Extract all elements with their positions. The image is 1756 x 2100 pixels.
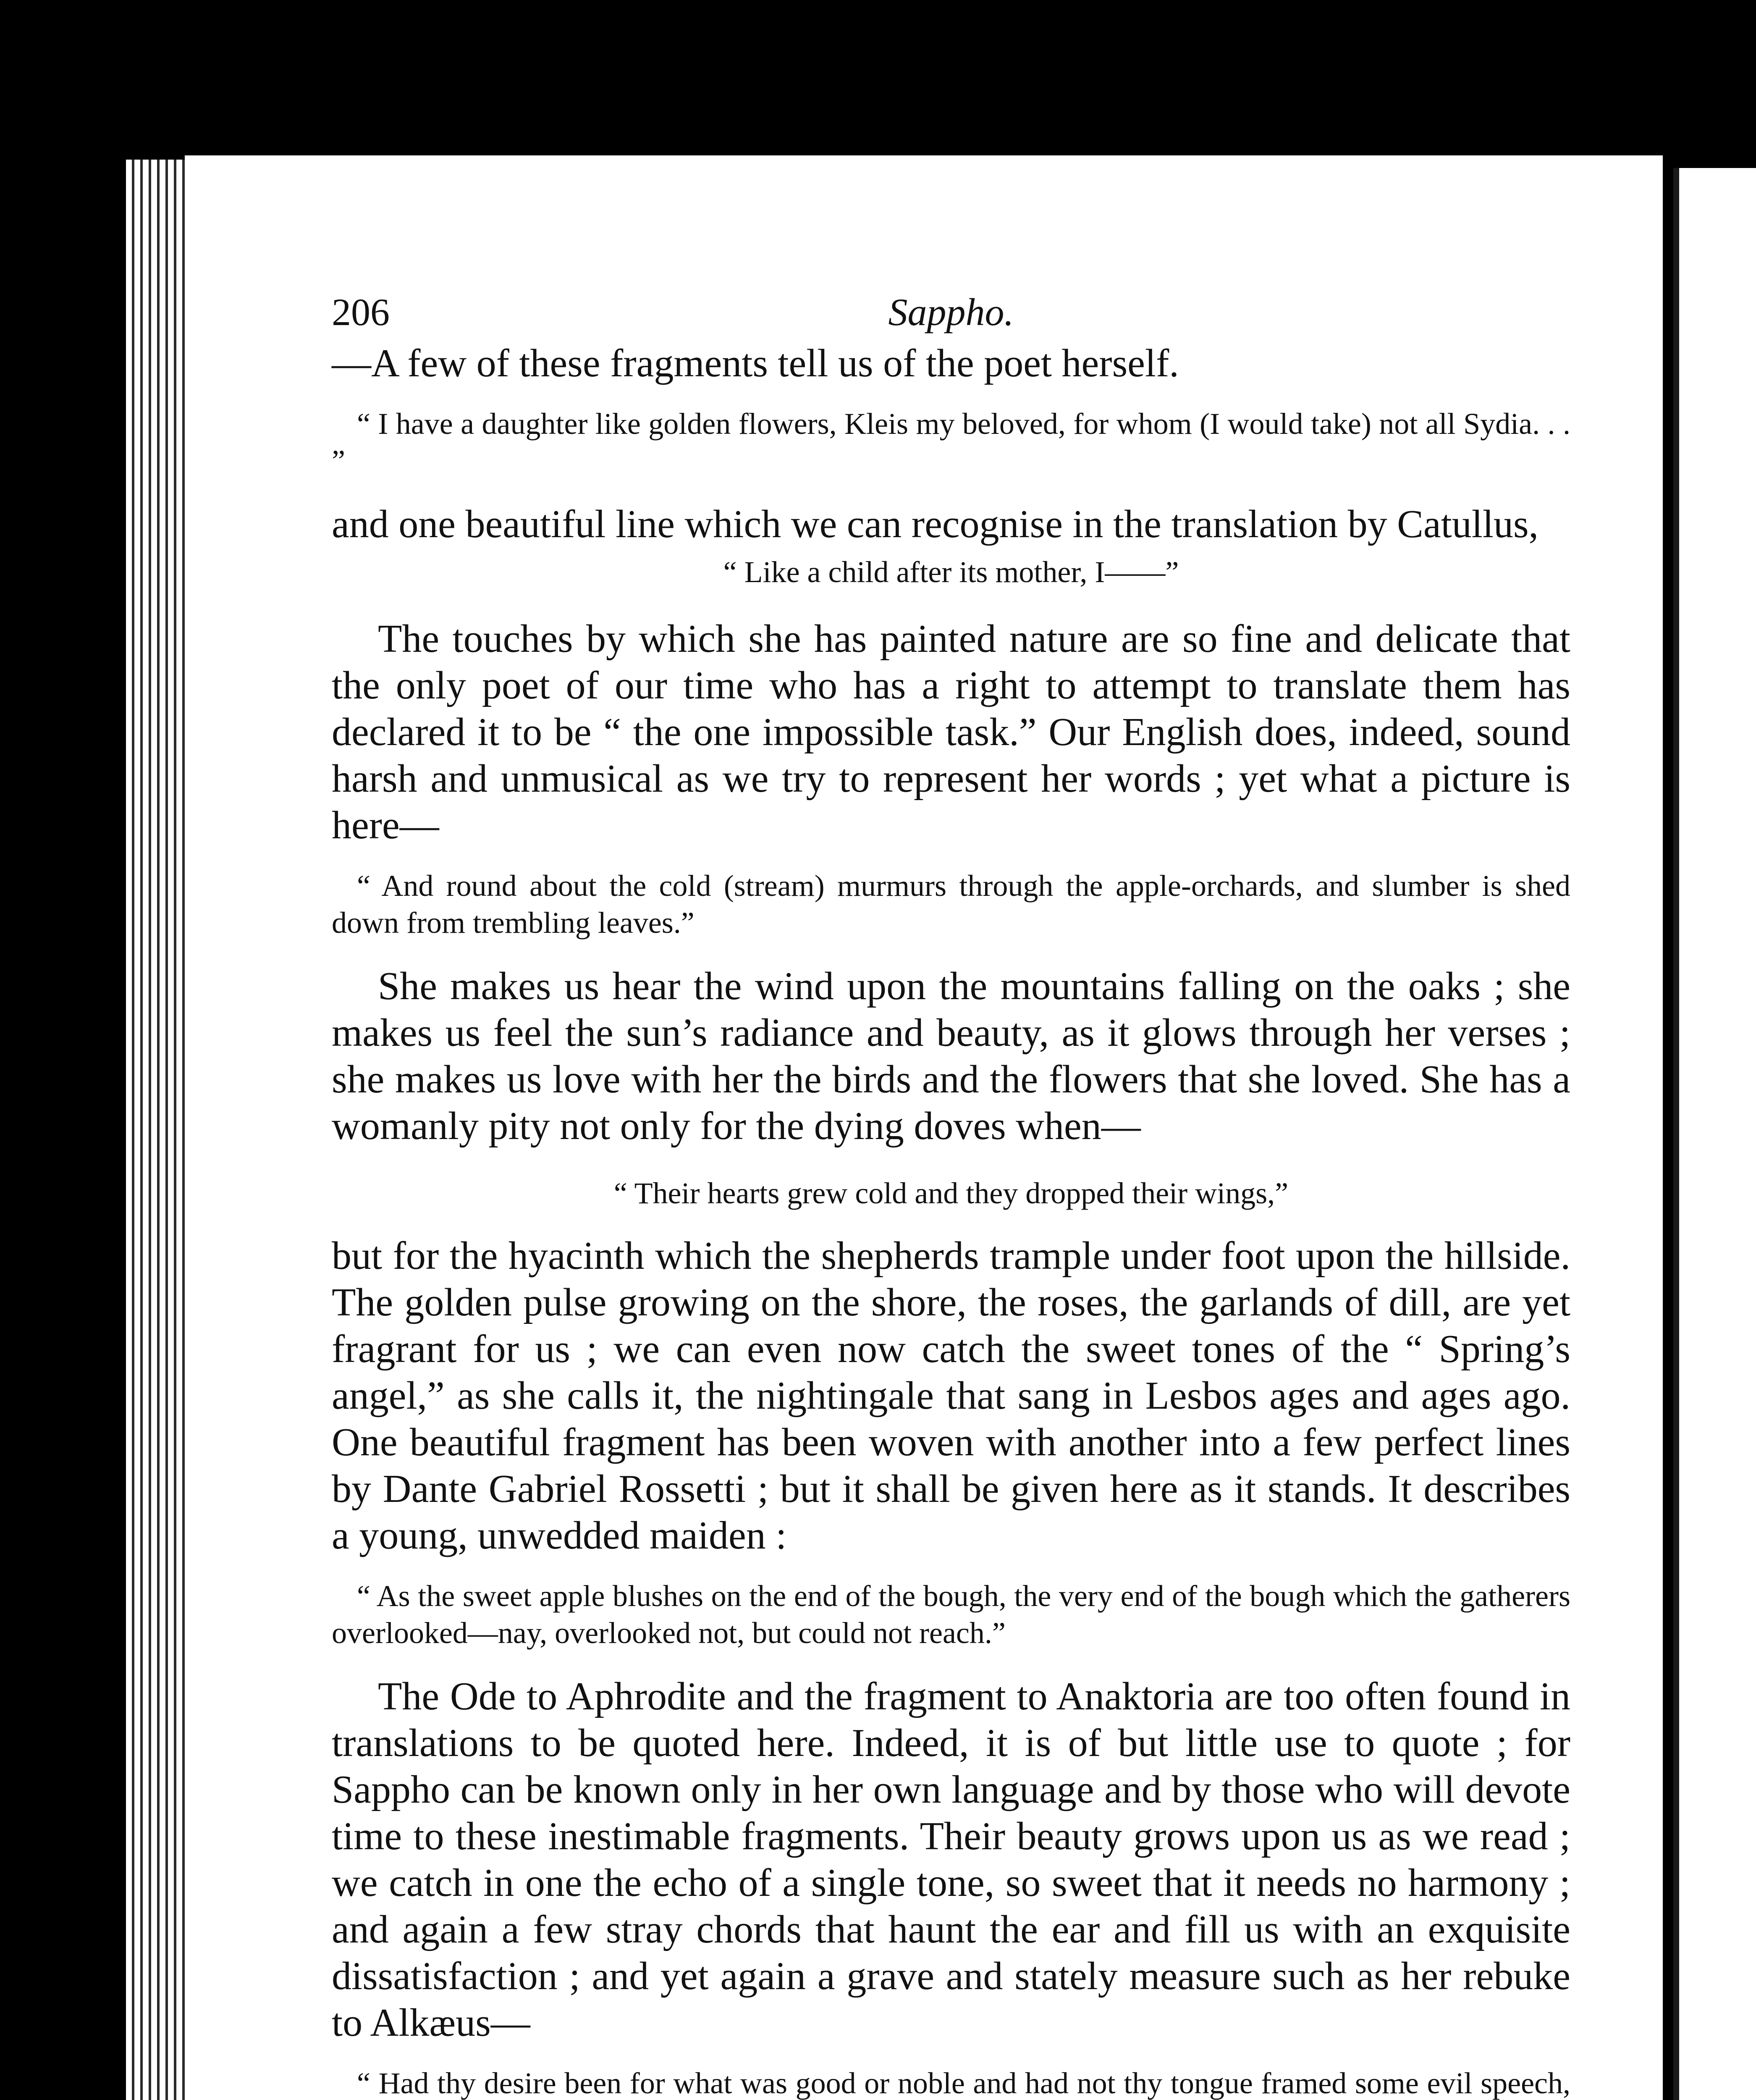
paragraph-4: She makes us hear the wind upon the mountains falling on the oaks ; she makes us feel the sun’s radiance and beauty, as it glows through her verses ; she makes us love with her the birds and the flowers that she loved. She has a womanly pity not only for the dying doves when— (332, 964, 1570, 1148)
page-number: 206 (332, 291, 390, 333)
quote-1: “ I have a daughter like golden flowers, Kleis my beloved, for whom (I would take) not all Sydia. . . ” (332, 407, 1570, 478)
quote-4: “ Their hearts grew cold and they dropped their wings,” (613, 1176, 1289, 1210)
page-header (332, 273, 1570, 340)
page-content (332, 273, 1570, 2100)
quote-6: “ Had thy desire been for what was good or noble and had not thy tongue framed some evil speech, (357, 2066, 1570, 2100)
quote-5: “ As the sweet apple blushes on the end of the bough, the very end of the bough which the gatherers overlooked—nay, overlooked not, but could not reach.” (332, 1579, 1570, 1650)
paragraph-2: and one beautiful line which we can recognise in the translation by Catullus, (332, 502, 1539, 546)
quote-2: “ Like a child after its mother, I——” (723, 555, 1179, 589)
quote-3: “ And round about the cold (stream) murmurs through the apple-orchards, and slumber is shed down from trembling leaves.” (332, 869, 1570, 940)
paragraph-1: —A few of these fragments tell us of the poet herself. (332, 341, 1179, 385)
paragraph-6: The Ode to Aphrodite and the fragment to Anaktoria are too often found in translations to be quoted here. Indeed, it is of but little use to quote ; for Sappho can be known only in her own language and by those who will devote time to these inestimable fragments. Their beauty grows upon us as we read ; we catch in one the echo of a single tone, so sweet that it needs no harmony ; and again a few stray chords that haunt the ear and fill us with an exquisite dissatisfaction ; and yet again a grave and stately measure such as her rebuke to Alkæus— (332, 1675, 1570, 2045)
facing-page-edge (1673, 168, 1756, 2100)
running-title: Sappho. (888, 291, 1014, 333)
page-stack-edges (126, 160, 193, 2100)
paragraph-5: but for the hyacinth which the shepherds trample under foot upon the hillside. The golden pulse growing on the shore, the roses, the garlands of dill, are yet fragrant for us ; we can even now catch the sweet tones of the “ Spring’s angel,” as she calls it, the nightingale that sang in Lesbos ages and ages ago. One beautiful fragment has been woven with another into a few perfect lines by Dante Gabriel Rossetti ; but it shall be given here as it stands. It describes a young, unwedded maiden : (332, 1234, 1570, 1557)
paragraph-3: The touches by which she has painted nature are so fine and delicate that the only poet of our time who has a right to attempt to translate them has declared it to be “ the one impossible task.” Our English does, indeed, sound harsh and unmusical as we try to represent her words ; yet what a picture is here— (332, 617, 1570, 847)
